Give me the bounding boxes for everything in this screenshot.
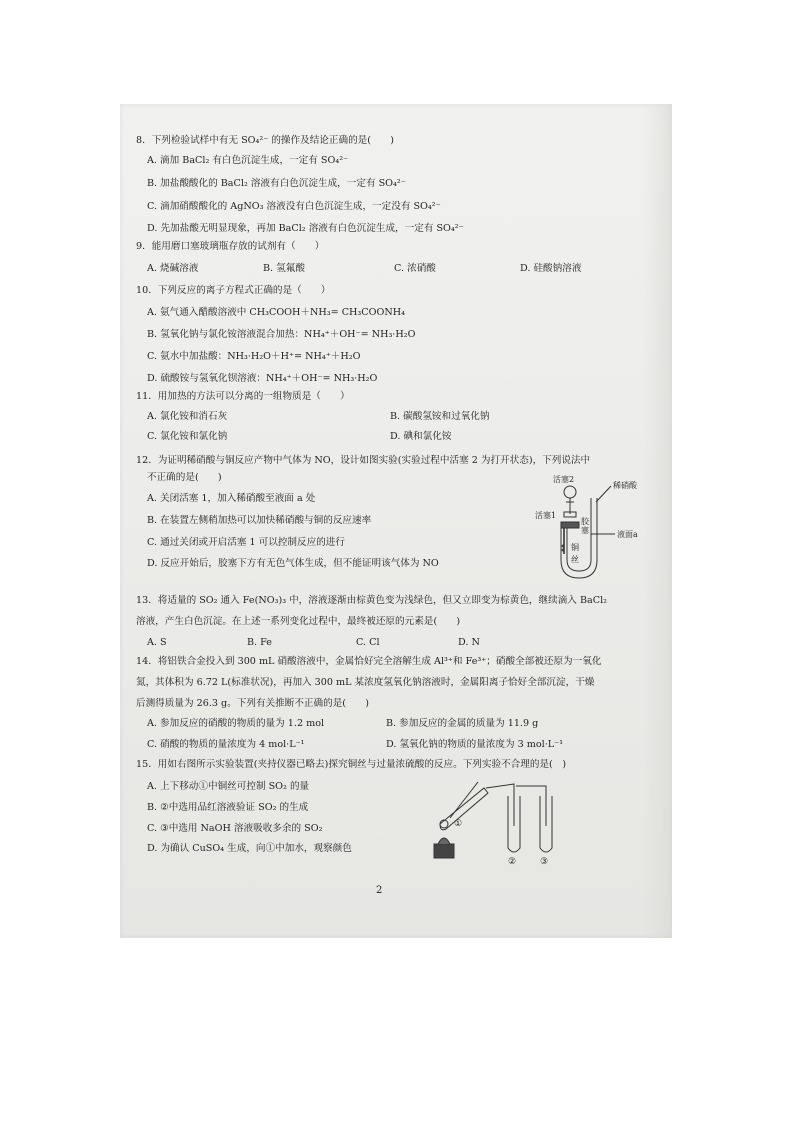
q14-option-b: B. 参加反应的金属的质量为 11.9 g (386, 718, 539, 729)
label-apparatus-1: ① (454, 819, 463, 829)
q10-option-d: D. 硫酸铵与氢氧化钡溶液：NH₄⁺＋OH⁻= NH₃·H₂O (147, 373, 378, 384)
q12-option-c: C. 通过关闭或开启活塞 1 可以控制反应的进行 (147, 537, 345, 548)
copper-sulfuric-acid-apparatus-diagram (428, 766, 568, 866)
q13-line2: 溶液，产生白色沉淀。在上述一系列变化过程中，最终被还原的元素是( ) (136, 616, 461, 627)
q9-stem: 9．能用磨口塞玻璃瓶存放的试剂有（ ） (136, 241, 325, 252)
q11-option-a: A. 氯化铵和消石灰 (147, 411, 228, 422)
q8-option-b: B. 加盐酸酸化的 BaCl₂ 溶液有白色沉淀生成，一定有 SO₄²⁻ (147, 178, 406, 189)
q11-stem: 11．用加热的方法可以分离的一组物质是（ ） (136, 391, 350, 402)
q8-stem: 8．下列检验试样中有无 SO₄²⁻ 的操作及结论正确的是( ) (136, 135, 394, 146)
q10-option-c: C. 氨水中加盐酸：NH₃·H₂O＋H⁺= NH₄⁺＋H₂O (147, 351, 361, 362)
q15-option-a: A. 上下移动①中铜丝可控制 SO₂ 的量 (147, 781, 310, 792)
label-stopcock-1: 活塞1 (535, 511, 557, 520)
q15-option-b: B. ②中选用品红溶液验证 SO₂ 的生成 (147, 802, 309, 813)
q10-option-b: B. 氢氧化钠与氯化铵溶液混合加热：NH₄⁺＋OH⁻= NH₃·H₂O (147, 329, 416, 340)
q10-stem: 10．下列反应的离子方程式正确的是（ ） (136, 285, 331, 296)
q9-option-b: B. 氢氟酸 (263, 263, 305, 274)
q12-option-d: D. 反应开始后，胶塞下方有无色气体生成，但不能证明该气体为 NO (147, 558, 439, 569)
label-stopcock-2: 活塞2 (553, 475, 575, 484)
q9-option-d: D. 硅酸钠溶液 (520, 263, 582, 274)
label-liquid-level-a: 液面a (617, 530, 638, 539)
q14-line2: 氮，其体积为 6.72 L(标准状况)，再加入 300 mL 某浓度氢氧化钠溶液时，金属阳离子恰好全部沉淀，干燥 (136, 677, 595, 688)
q15-option-d: D. 为确认 CuSO₄ 生成，向①中加水，观察颜色 (147, 843, 352, 854)
page-number: 2 (376, 885, 383, 896)
q12-stem-line1: 12．为证明稀硝酸与铜反应产物中气体为 NO，设计如图实验(实验过程中活塞 2 为打开状态)，下列说法中 (136, 455, 591, 466)
label-apparatus-2: ② (508, 857, 517, 866)
q11-option-b: B. 碳酸氢铵和过氧化钠 (390, 411, 490, 422)
q14-line3: 后测得质量为 26.3 g。下列有关推断不正确的是( ) (136, 698, 369, 709)
q11-option-d: D. 碘和氯化铵 (390, 431, 452, 442)
q13-option-c: C. Cl (356, 637, 380, 648)
q12-option-b: B. 在装置左侧稍加热可以加快稀硝酸与铜的反应速率 (147, 515, 372, 526)
q12-stem-line2: 不正确的是( ) (147, 472, 222, 483)
q10-option-a: A. 氨气通入醋酸溶液中 CH₃COOH＋NH₃= CH₃COONH₄ (147, 307, 405, 318)
q13-option-a: A. S (147, 637, 167, 648)
q8-option-a: A. 滴加 BaCl₂ 有白色沉淀生成，一定有 SO₄²⁻ (147, 155, 349, 166)
q9-option-a: A. 烧碱溶液 (147, 263, 199, 274)
q13-option-d: D. N (458, 637, 480, 648)
label-stopper-1: 胶 (581, 517, 589, 526)
q15-stem: 15．用如右图所示实验装置(夹持仪器已略去)探究铜丝与过量浓硫酸的反应。下列实验不合理的是( ) (136, 759, 567, 770)
q12-option-a: A. 关闭活塞 1，加入稀硝酸至液面 a 处 (147, 493, 316, 504)
u-tube-apparatus-diagram (515, 472, 665, 584)
q8-option-d: D. 先加盐酸无明显现象，再加 BaCl₂ 溶液有白色沉淀生成，一定有 SO₄²⁻ (147, 223, 464, 234)
q13-option-b: B. Fe (247, 637, 272, 648)
label-dilute-nitric-acid: 稀硝酸 (613, 481, 637, 490)
q8-option-c: C. 滴加硝酸酸化的 AgNO₃ 溶液没有白色沉淀生成，一定没有 SO₄²⁻ (147, 201, 441, 212)
q14-option-a: A. 参加反应的硝酸的物质的量为 1.2 mol (147, 718, 325, 729)
q14-option-c: C. 硝酸的物质的量浓度为 4 mol·L⁻¹ (147, 739, 305, 750)
label-apparatus-3: ③ (540, 857, 549, 866)
label-stopper-2: 塞 (581, 526, 589, 535)
q14-line1: 14．将铝铁合金投入到 300 mL 硝酸溶液中，金属恰好完全溶解生成 Al³⁺和 Fe³⁺；硝酸全部被还原为一氧化 (136, 656, 602, 667)
exam-page (120, 104, 672, 938)
label-copper-2: 丝 (571, 555, 579, 564)
label-copper-1: 铜 (571, 543, 579, 552)
q11-option-c: C. 氯化铵和氯化钠 (147, 431, 228, 442)
q9-option-c: C. 浓硝酸 (394, 263, 436, 274)
q13-line1: 13．将适量的 SO₂ 通入 Fe(NO₃)₃ 中，溶液逐渐由棕黄色变为浅绿色，但又立即变为棕黄色，继续滴入 BaCl₂ (136, 595, 607, 606)
q14-option-d: D. 氢氧化钠的物质的量浓度为 3 mol·L⁻¹ (386, 739, 564, 750)
q15-option-c: C. ③中选用 NaOH 溶液吸收多余的 SO₂ (147, 823, 323, 834)
